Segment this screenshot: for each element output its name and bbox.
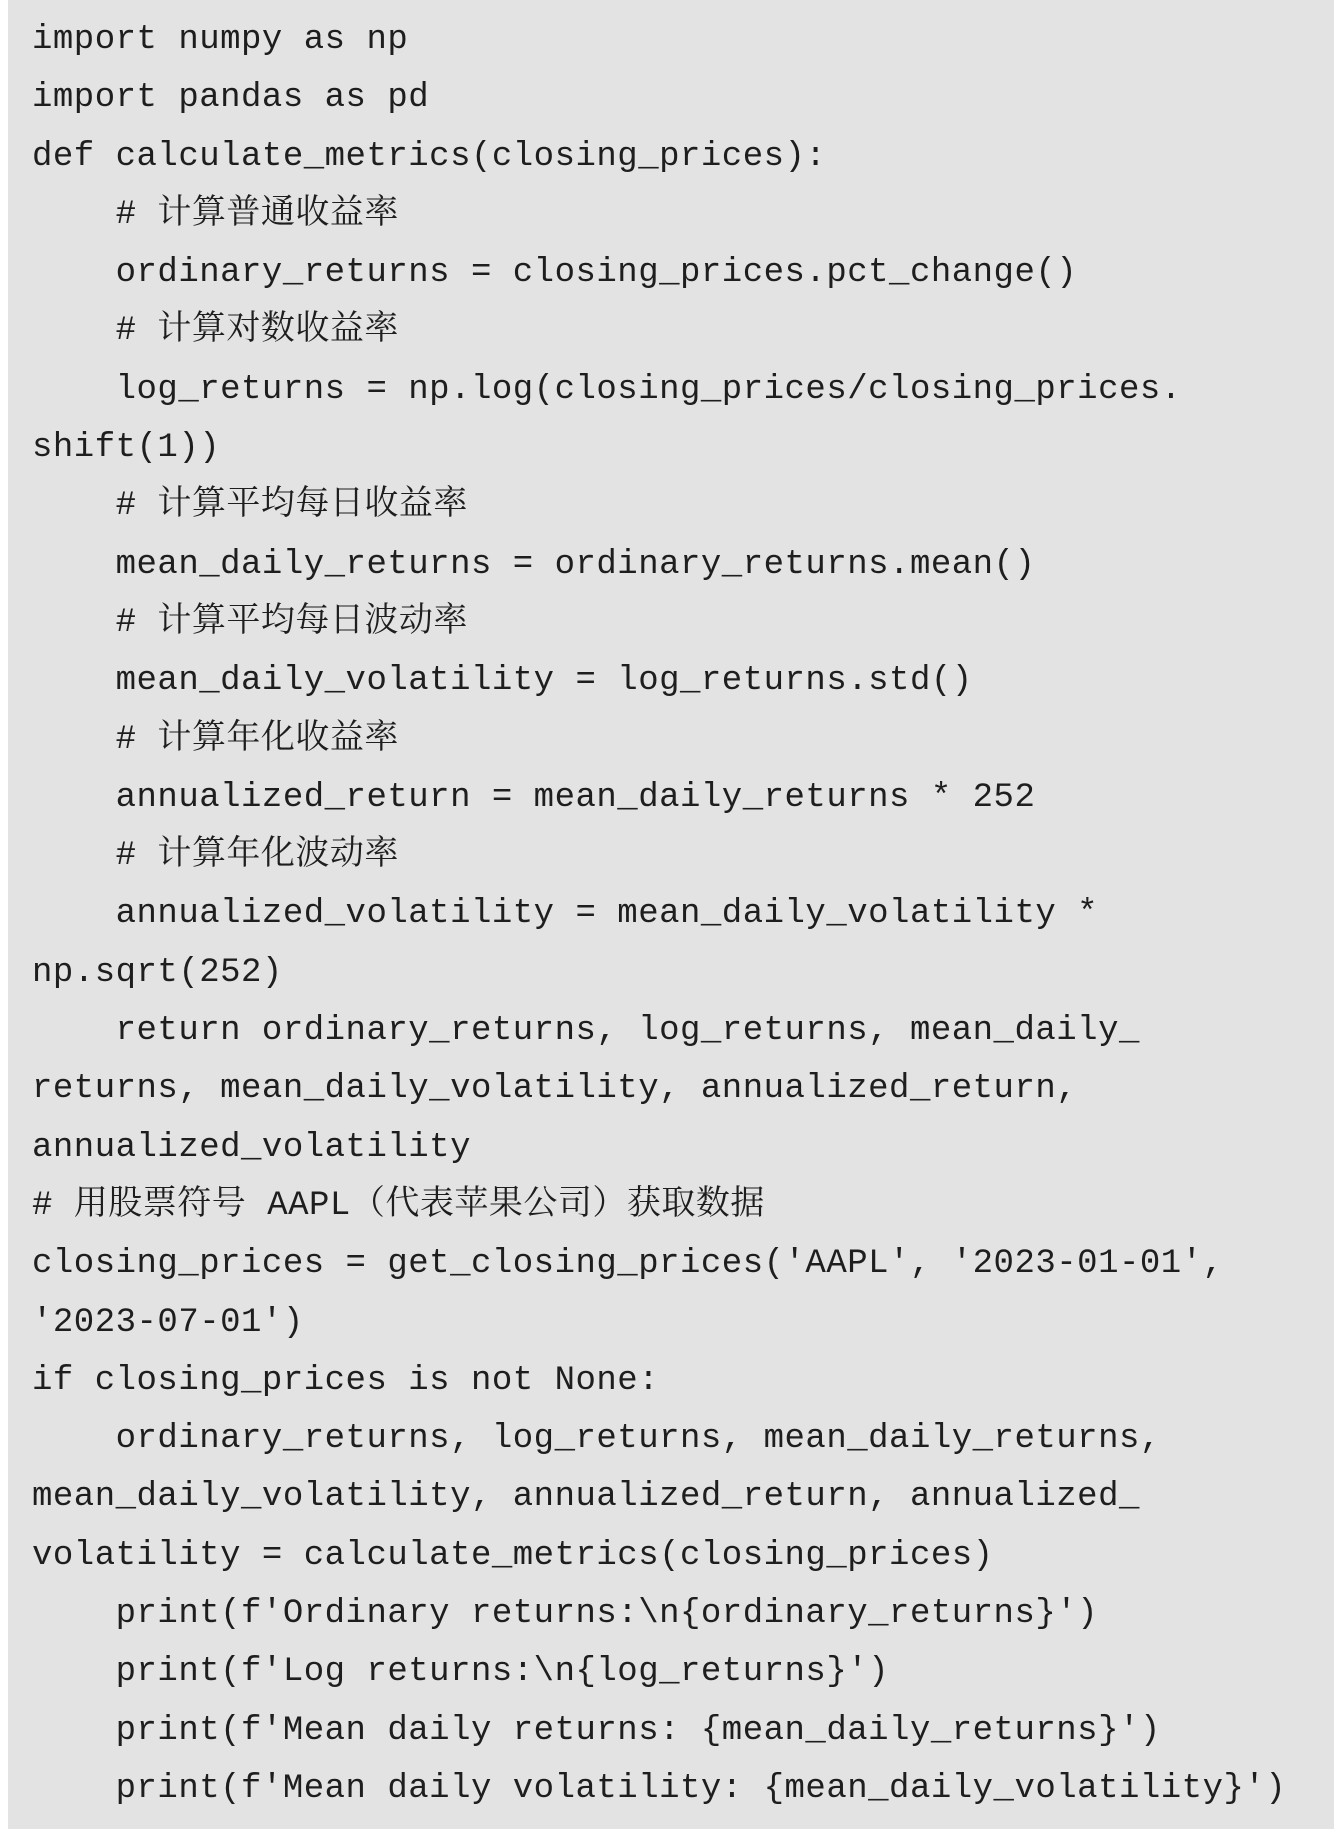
code-line: print(f'Mean daily volatility: {mean_daily_volatility}'): [32, 1769, 1287, 1808]
code-line: volatility = calculate_metrics(closing_prices): [32, 1536, 994, 1575]
code-comment: # 计算年化波动率: [32, 837, 399, 876]
code-line: closing_prices = get_closing_prices('AAPL', '2023-01-01',: [32, 1245, 1224, 1284]
code-comment: # 计算对数收益率: [32, 312, 399, 351]
code-line: returns, mean_daily_volatility, annualized_return,: [32, 1070, 1078, 1109]
code-line: print(f'Mean daily returns: {mean_daily_returns}'): [32, 1711, 1161, 1750]
code-line: ordinary_returns = closing_prices.pct_change(): [32, 254, 1078, 293]
code-comment: # 计算平均每日波动率: [32, 603, 468, 642]
code-line: ordinary_returns, log_returns, mean_daily_returns,: [32, 1420, 1161, 1459]
code-comment: # 计算年化收益率: [32, 720, 399, 759]
code-line: '2023-07-01'): [32, 1303, 304, 1342]
code-comment: # 用股票符号 AAPL（代表苹果公司）获取数据: [32, 1186, 765, 1225]
code-line: import numpy as np: [32, 21, 409, 59]
code-line: import pandas as pd: [32, 79, 430, 118]
code-line: shift(1)): [32, 429, 221, 468]
code-line: if closing_prices is not None:: [32, 1361, 660, 1400]
code-comment: # 计算平均每日收益率: [32, 487, 468, 526]
code-block: [8, 0, 1334, 1829]
code-line: print(f'Ordinary returns:\n{ordinary_returns}'): [32, 1595, 1099, 1634]
code-line: np.sqrt(252): [32, 953, 283, 992]
code-line: annualized_volatility: [32, 1128, 471, 1167]
code-line: def calculate_metrics(closing_prices):: [32, 137, 827, 176]
code-line: print(f'Log returns:\n{log_returns}'): [32, 1653, 890, 1692]
code-line: annualized_return = mean_daily_returns * 252: [32, 778, 1036, 817]
code-line: annualized_volatility = mean_daily_volatility *: [32, 895, 1099, 934]
code-line: mean_daily_volatility, annualized_return, annualized_: [32, 1478, 1140, 1517]
code-line: mean_daily_volatility = log_returns.std(): [32, 662, 973, 701]
code-line: log_returns = np.log(closing_prices/closing_prices.: [32, 370, 1182, 409]
code-line: return ordinary_returns, log_returns, mean_daily_: [32, 1012, 1140, 1051]
code-line: mean_daily_returns = ordinary_returns.mean(): [32, 545, 1036, 584]
code-comment: # 计算普通收益率: [32, 195, 399, 234]
